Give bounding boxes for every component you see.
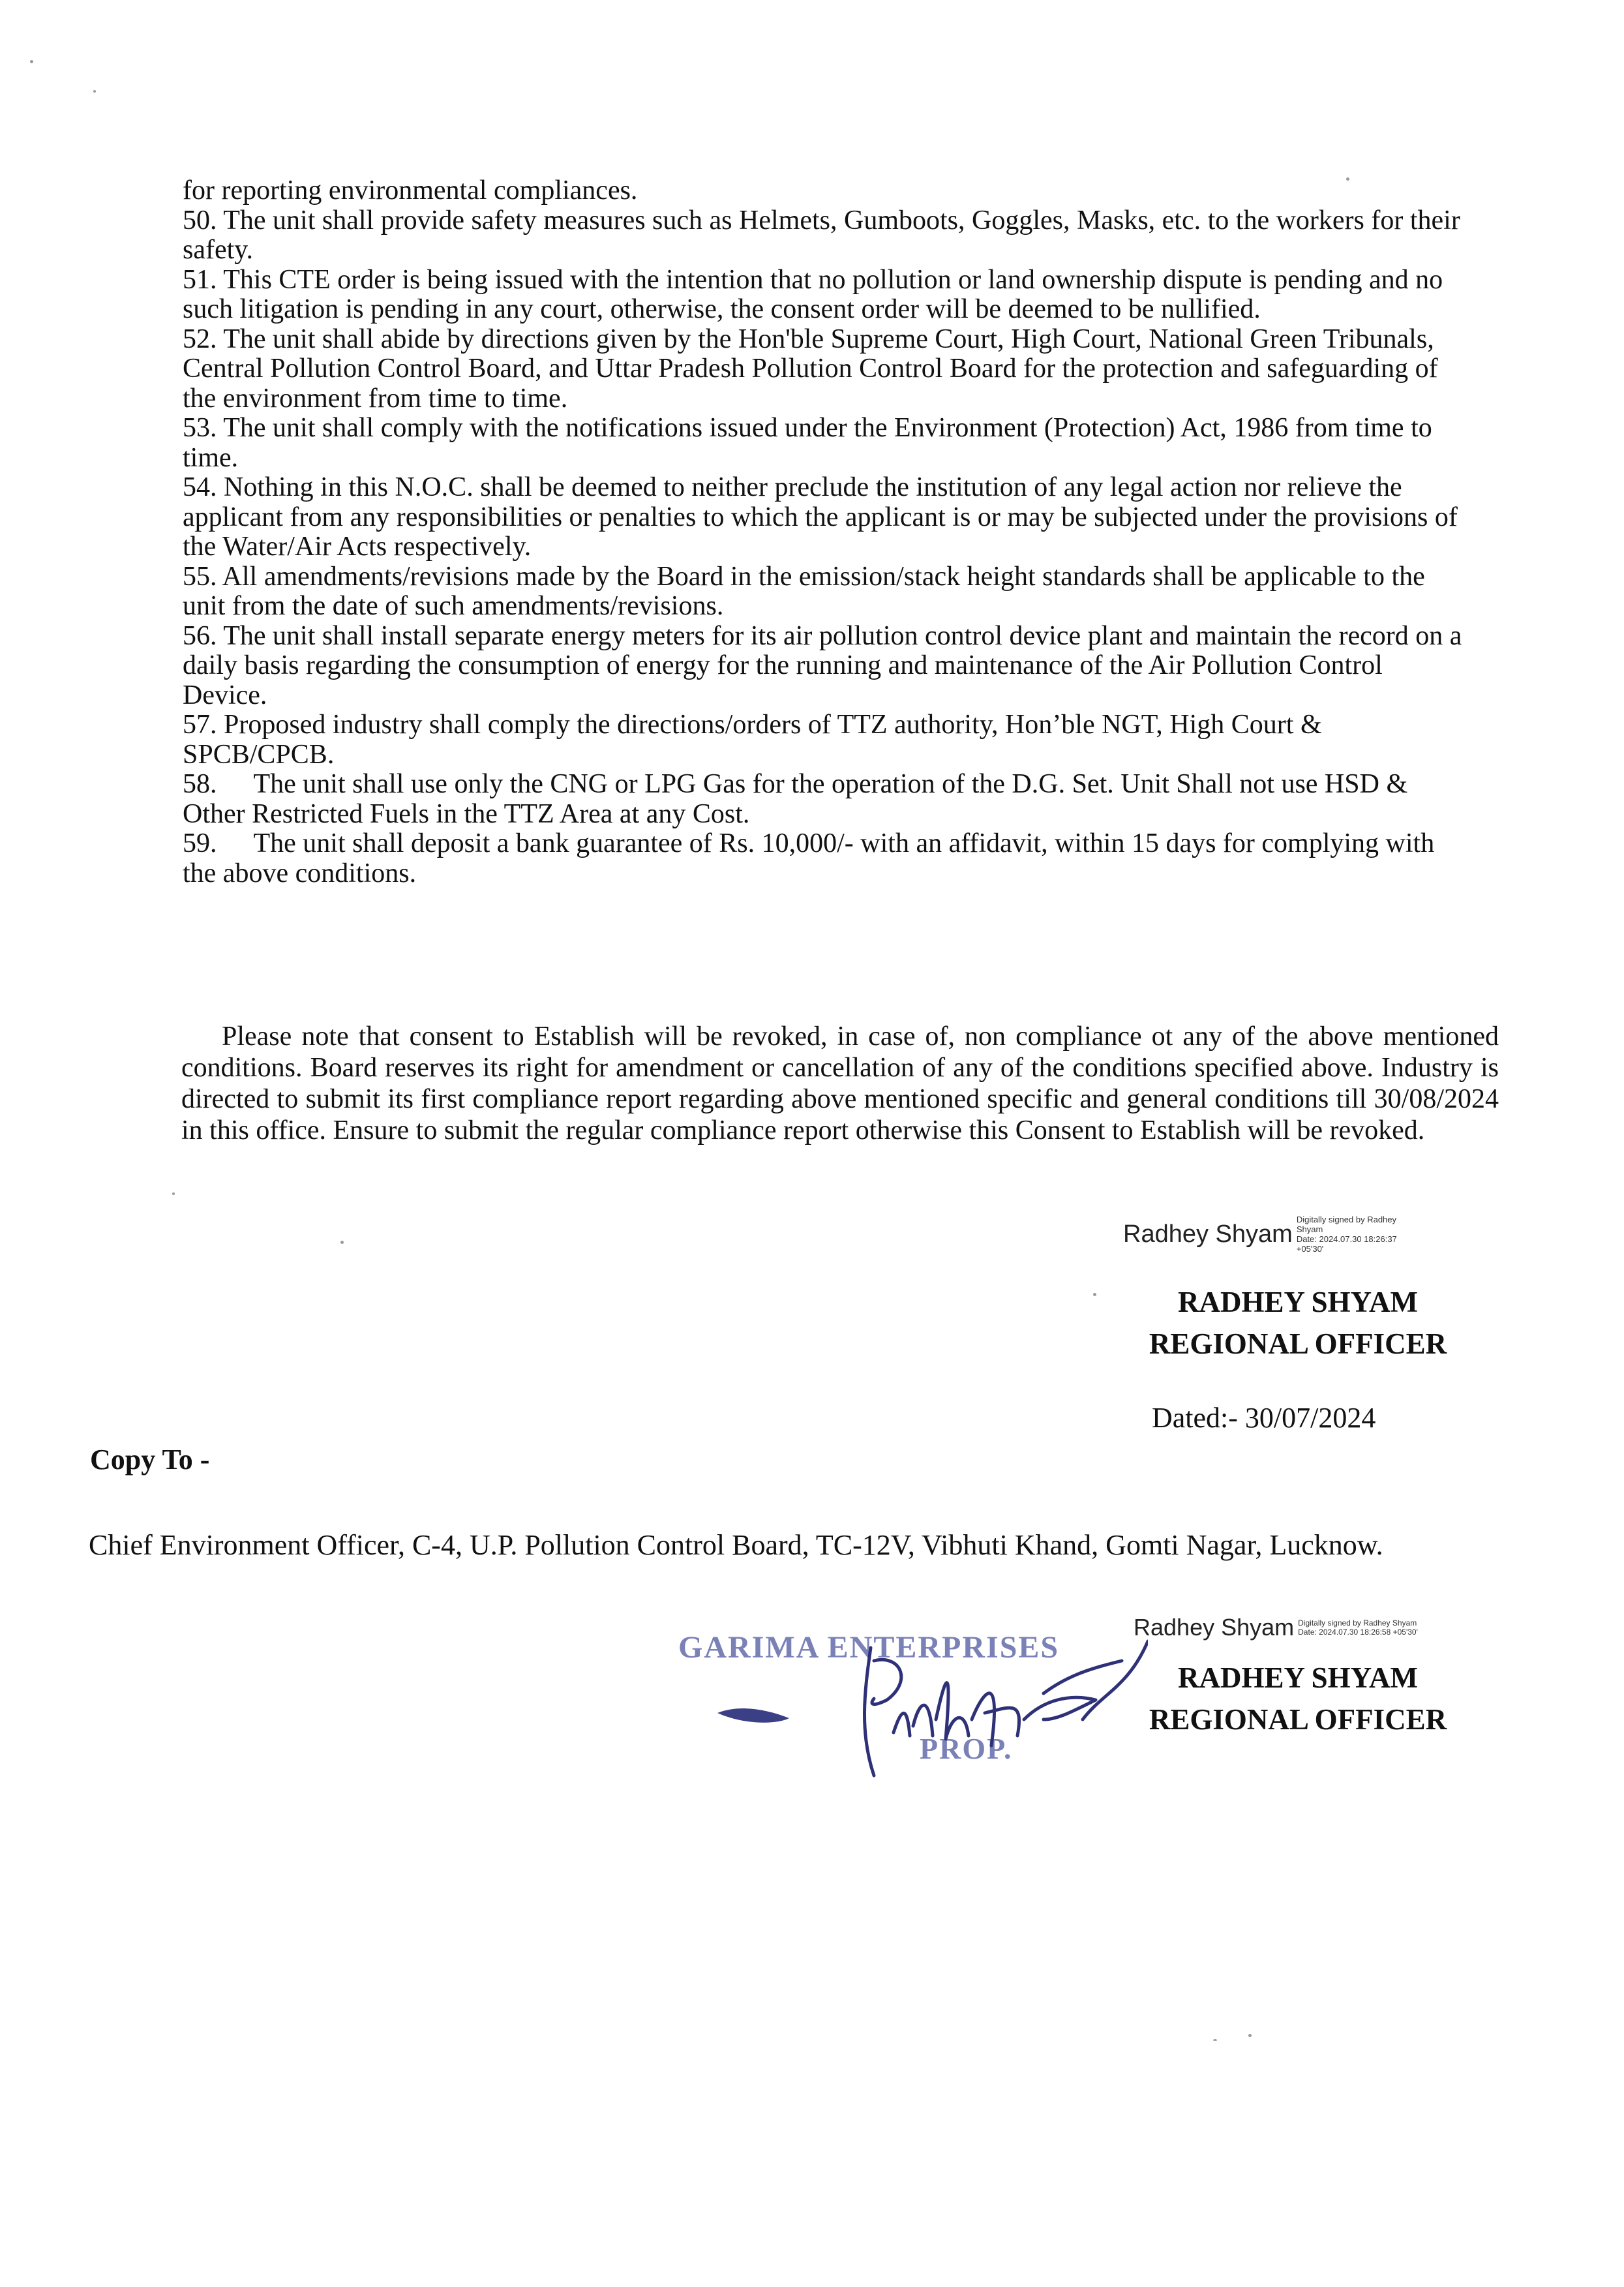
- digital-signature-1: [1123, 1215, 1397, 1254]
- condition-56: 56. The unit shall install separate energy meters for its air pollution control device plant and maintain the record on a daily basis regarding the consumption of energy for the running and maintenance of the Air Pollution Control Device.: [183, 620, 1462, 710]
- copy-recipient: Chief Environment Officer, C-4, U.P. Pollution Control Board, TC-12V, Vibhuti Khand, Gomti Nagar, Lucknow.: [89, 1529, 1383, 1561]
- condition-58-number: 58.: [183, 769, 217, 799]
- condition-55: 55. All amendments/revisions made by the Board in the emission/stack height standards shall be applicable to the unit from the date of such amendments/revisions.: [183, 561, 1425, 621]
- condition-50: 50. The unit shall provide safety measures such as Helmets, Gumboots, Goggles, Masks, etc. to the workers for their safety.: [183, 205, 1460, 265]
- company-stamp: [678, 1622, 1148, 1785]
- dated-line: Dated:- 30/07/2024: [1152, 1402, 1376, 1434]
- condition-58-text: The unit shall use only the CNG or LPG Gas for the operation of the D.G. Set. Unit Shall not use HSD & Other Restricted Fuels in the TTZ Area at any Cost.: [183, 769, 1408, 829]
- revocation-note-text: Please note that consent to Establish will be revoked, in case of, non compliance ot any of the above mentioned conditions. Board reserves its right for amendment or cancellation of any of the conditions specified above. Industry is directed to submit its first compliance report regarding above mentioned specific and general conditions till 30/08/2024 in this office. Ensure to submit the regular compliance report otherwise this Consent to Establish will be revoked.: [181, 1022, 1499, 1145]
- stamp-role: PROP.: [920, 1732, 1013, 1765]
- digital-signature-2: [1134, 1614, 1418, 1641]
- condition-54: 54. Nothing in this N.O.C. shall be deemed to neither preclude the institution of any legal action nor relieve the applicant from any responsibilities or penalties to which the applicant is or may be subjected under the provisions of the Water/Air Acts respectively.: [183, 472, 1458, 562]
- digital-signature-name: Radhey Shyam: [1134, 1614, 1295, 1641]
- condition-57: 57. Proposed industry shall comply the directions/orders of TTZ authority, Hon’ble NGT, High Court & SPCB/CPCB.: [183, 710, 1322, 770]
- signatory-title: REGIONAL OFFICER: [1149, 1703, 1447, 1736]
- scan-speck: [1213, 2039, 1217, 2041]
- signatory-name: RADHEY SHYAM: [1178, 1286, 1418, 1318]
- condition-52: 52. The unit shall abide by directions given by the Hon'ble Supreme Court, High Court, National Green Tribunals, Central Pollution Control Board, and Uttar Pradesh Pollution Control Board for the protection and safeguarding of the environment from time to time.: [183, 324, 1438, 414]
- condition-59-number: 59.: [183, 828, 217, 858]
- signature-stroke: [864, 1641, 1148, 1776]
- revocation-note: [181, 1021, 1499, 1146]
- signed-by-line: Digitally signed by Radhey Shyam: [1298, 1618, 1417, 1628]
- condition-59: [183, 829, 1467, 888]
- scan-speck: [1093, 1293, 1096, 1296]
- condition-53: 53. The unit shall comply with the notifications issued under the Environment (Protection) Act, 1986 from time to time.: [183, 413, 1432, 473]
- signatory-block-2: [1128, 1657, 1467, 1740]
- copy-to-heading: Copy To -: [90, 1444, 210, 1476]
- condition-58: [183, 770, 1467, 829]
- digital-signature-name: Radhey Shyam: [1123, 1220, 1293, 1248]
- signatory-name: RADHEY SHYAM: [1178, 1661, 1418, 1694]
- scan-speck: [340, 1241, 344, 1244]
- digital-signature-details: [1298, 1618, 1418, 1637]
- scan-speck: [1346, 177, 1349, 181]
- conditions-list: [183, 176, 1467, 888]
- ink-smudge: [717, 1708, 789, 1723]
- signed-by-line-2: Shyam: [1296, 1224, 1323, 1234]
- scan-speck: [30, 60, 33, 63]
- signed-tz-line: +05'30': [1296, 1244, 1324, 1254]
- signatory-block-1: [1128, 1281, 1467, 1365]
- signed-date-line: Date: 2024.07.30 18:26:58 +05'30': [1298, 1628, 1418, 1637]
- signed-by-line: Digitally signed by Radhey: [1296, 1215, 1397, 1224]
- condition-51: 51. This CTE order is being issued with the intention that no pollution or land ownership dispute is pending and no such litigation is pending in any court, otherwise, the consent order will be deemed to be nullified.: [183, 264, 1443, 324]
- signed-date-line: Date: 2024.07.30 18:26:37: [1296, 1234, 1397, 1244]
- condition-59-text: The unit shall deposit a bank guarantee of Rs. 10,000/- with an affidavit, within 15 days for complying with the above conditions.: [183, 828, 1435, 888]
- scan-speck: [93, 90, 96, 93]
- scan-speck: [172, 1192, 175, 1195]
- condition-continuation: for reporting environmental compliances.: [183, 175, 638, 205]
- signatory-title: REGIONAL OFFICER: [1149, 1327, 1447, 1360]
- handwritten-signature: [678, 1622, 1148, 1785]
- stamp-company-name: GARIMA ENTERPRISES: [678, 1630, 1060, 1665]
- digital-signature-details: [1297, 1215, 1397, 1254]
- scan-speck: [1248, 2034, 1252, 2037]
